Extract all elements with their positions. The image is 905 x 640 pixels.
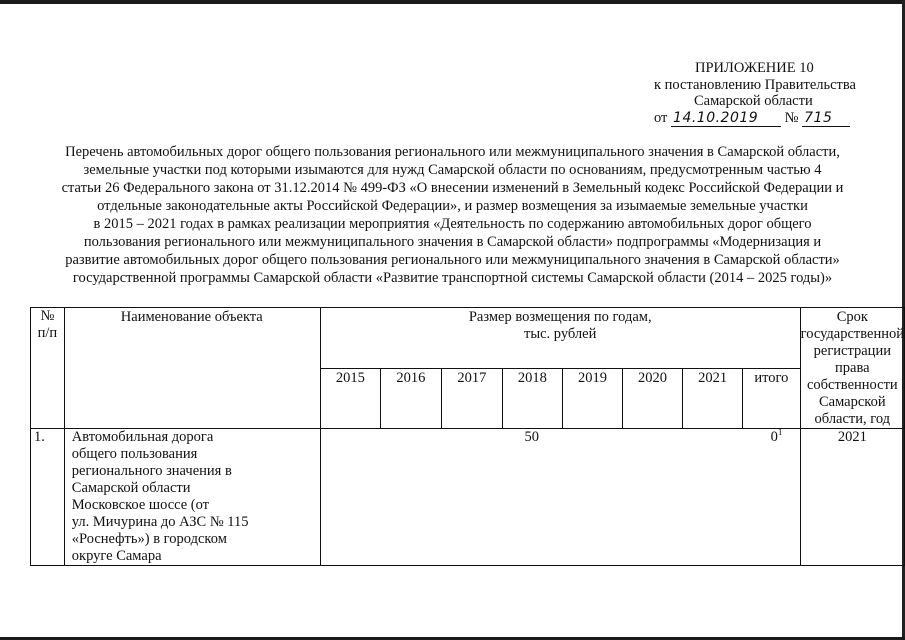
row-total-value: 0 — [770, 429, 778, 445]
row-name-line: округе Самара — [71, 548, 162, 564]
header-year-2015: 2015 — [320, 368, 380, 429]
table-row — [31, 429, 905, 566]
row-name-line: Московское шоссе (от — [71, 497, 210, 513]
row-total — [743, 429, 801, 566]
header-num-line1: № — [40, 308, 55, 324]
row-term: 2021 — [800, 429, 904, 566]
annex-date-prefix: от — [654, 110, 668, 126]
row-name-line: Самарской области — [71, 480, 191, 496]
annex-line3: Самарской области — [694, 93, 813, 109]
annex-date-number — [654, 110, 850, 127]
row-name-line: общего пользования — [71, 446, 198, 462]
row-name-line: Автомобильная дорога — [71, 429, 214, 445]
heading-line: развитие автомобильных дорог общего пользования регионального или межмуниципального значения в Самарской области» — [65, 252, 840, 268]
header-year-2016: 2016 — [380, 368, 441, 429]
compensation-table — [30, 307, 905, 566]
row-name-line: ул. Мичурина до АЗС № 115 — [71, 514, 249, 530]
heading-line: пользования регионального или межмуниципального значения в Самарской области» подпрограммы «Модернизация и — [83, 234, 822, 250]
annex-title: ПРИЛОЖЕНИЕ 10 — [695, 60, 814, 76]
annex-line2: к постановлению Правительства — [654, 77, 856, 93]
row-merged-amount: 50 — [320, 429, 742, 566]
header-amount-cell — [320, 308, 800, 369]
row-total-value-wrap — [771, 429, 783, 446]
document-heading — [30, 143, 875, 287]
header-amount-line2: тыс. рублей — [524, 326, 597, 342]
header-amount-line1: Размер возмещения по годам, — [468, 309, 652, 325]
header-term-line: Срок — [836, 309, 868, 325]
heading-line: Перечень автомобильных дорог общего пользования регионального или межмуниципального значения в Самарской области, — [65, 144, 840, 160]
header-year-2017: 2017 — [441, 368, 502, 429]
header-year-2018: 2018 — [502, 368, 562, 429]
header-term-line: права — [835, 360, 870, 376]
header-year-2021: 2021 — [683, 368, 743, 429]
header-total: итого — [743, 368, 801, 429]
annex-number-value: 715 — [802, 110, 850, 127]
header-term-line: государственной — [800, 326, 904, 342]
annex-number-prefix: № — [784, 110, 799, 126]
heading-line: статьи 26 Федерального закона от 31.12.2014 № 499-ФЗ «О внесении изменений в Земельный кодекс Российской Федерации и — [61, 180, 844, 196]
annex-date-value: 14.10.2019 — [671, 110, 781, 127]
page-top-edge — [0, 0, 905, 4]
header-year-2020: 2020 — [622, 368, 682, 429]
row-name-line: регионального значения в — [71, 463, 232, 479]
row-total-footnote: 1 — [777, 427, 783, 437]
header-name-cell: Наименование объекта — [64, 308, 320, 429]
header-num-cell — [31, 308, 65, 429]
header-term-line: регистрации — [813, 343, 891, 359]
header-term-line: собственности — [806, 377, 898, 393]
heading-line: отдельные законодательные акты Российской Федерации», и размер возмещения за изымаемые земельные участки — [97, 198, 808, 214]
header-year-2019: 2019 — [562, 368, 622, 429]
header-term-cell — [800, 308, 904, 429]
header-term-line: области, год — [814, 411, 891, 427]
heading-line: государственной программы Самарской области «Развитие транспортной системы Самарской области (2014 – 2025 годы)» — [72, 270, 833, 286]
row-name — [64, 429, 320, 566]
heading-line: в 2015 – 2021 годах в рамках реализации мероприятия «Деятельность по содержанию автомобильных дорог общего — [93, 216, 812, 232]
row-name-line: «Роснефть») в городском — [71, 531, 227, 547]
row-num: 1. — [31, 429, 65, 566]
heading-line: земельные участки под которыми изымаются для нужд Самарской области по основаниям, предусмотренным частью 4 — [83, 162, 822, 178]
header-term-line: Самарской — [819, 394, 886, 410]
table-header-row — [31, 308, 905, 369]
header-num-line2: п/п — [37, 325, 58, 341]
